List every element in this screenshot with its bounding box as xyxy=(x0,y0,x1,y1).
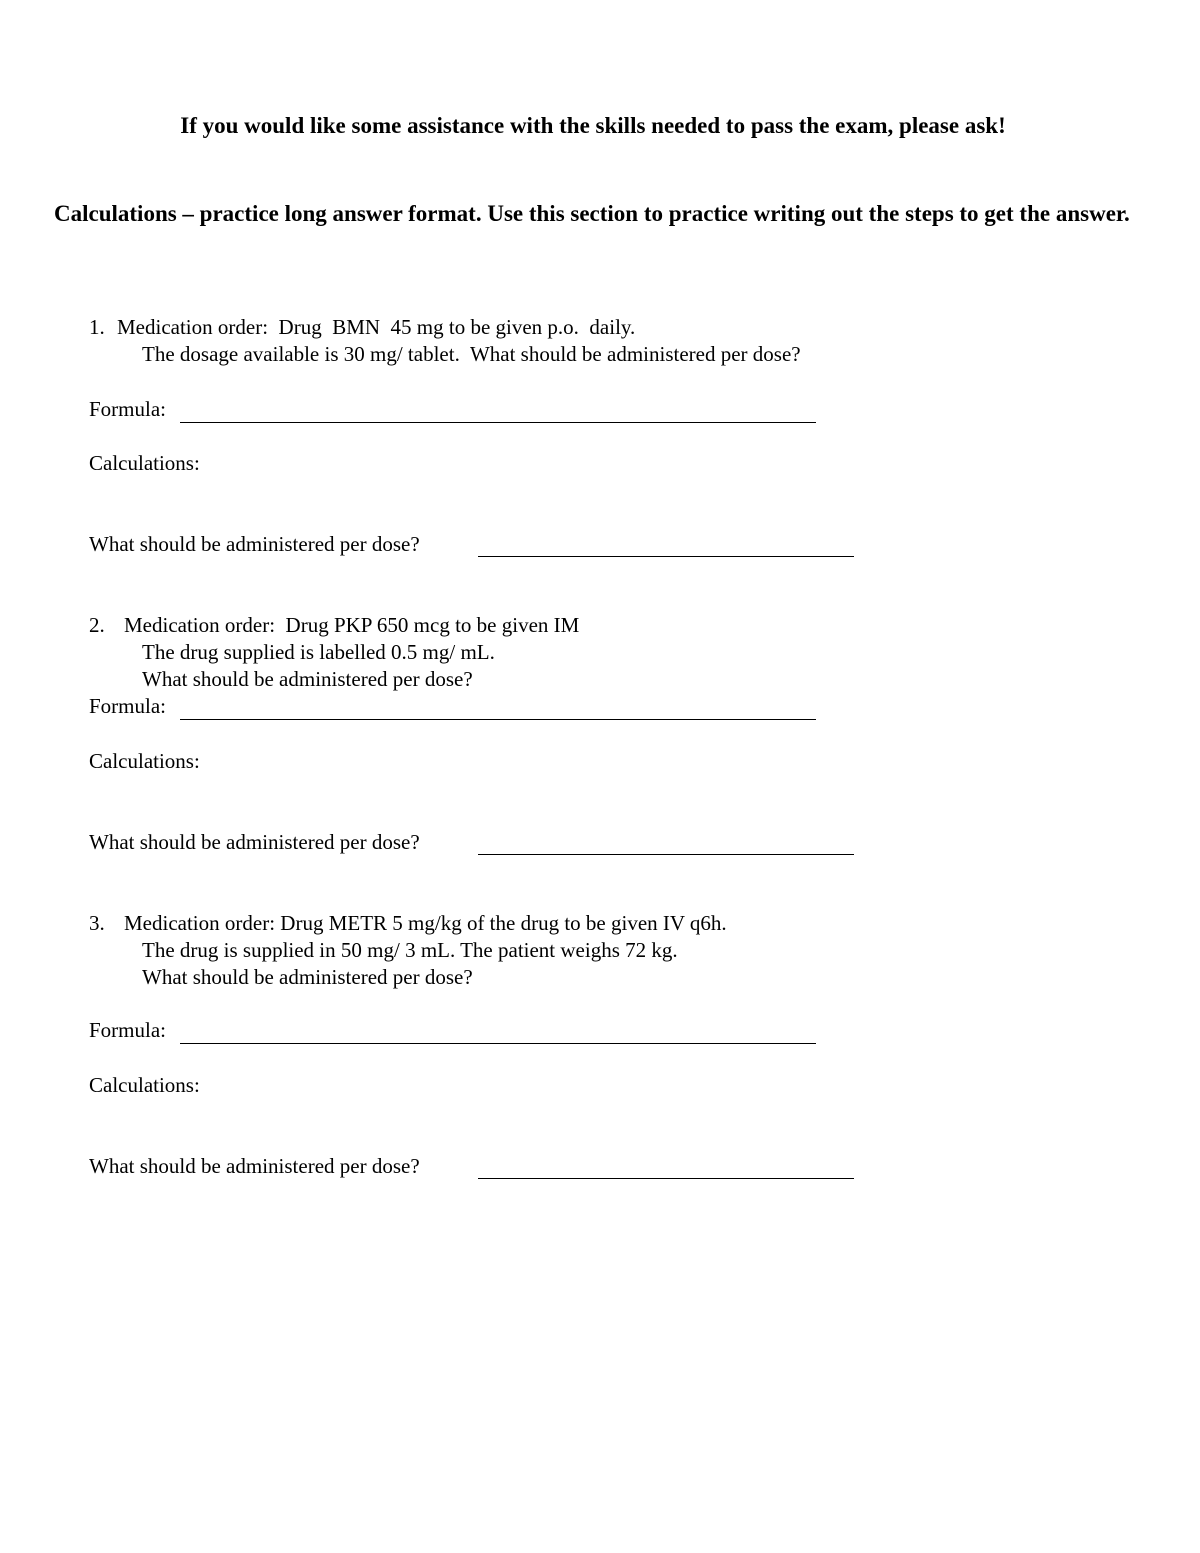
question-2-detail-2: What should be administered per dose? xyxy=(142,667,473,691)
question-3-order: Medication order: Drug METR 5 mg/kg of the drug to be given IV q6h. xyxy=(124,911,727,935)
question-2-answer-line[interactable] xyxy=(478,854,854,855)
question-1-formula-label: Formula: xyxy=(89,397,166,421)
question-1-answer-line[interactable] xyxy=(478,556,854,557)
question-2-detail-1: The drug supplied is labelled 0.5 mg/ mL. xyxy=(142,640,495,664)
question-1-answer-prompt: What should be administered per dose? xyxy=(89,532,420,556)
question-3-detail-1: The drug is supplied in 50 mg/ 3 mL. The patient weighs 72 kg. xyxy=(142,938,678,962)
question-3-number: 3. xyxy=(89,911,105,935)
question-3-formula-line[interactable] xyxy=(180,1043,816,1044)
question-2-formula-label: Formula: xyxy=(89,694,166,718)
question-1-number: 1. xyxy=(89,315,105,339)
question-2-calculations-label: Calculations: xyxy=(89,749,200,773)
question-3-answer-line[interactable] xyxy=(478,1178,854,1179)
question-2-number: 2. xyxy=(89,613,105,637)
question-3-answer-prompt: What should be administered per dose? xyxy=(89,1154,420,1178)
question-2-answer-prompt: What should be administered per dose? xyxy=(89,830,420,854)
assistance-banner: If you would like some assistance with the skills needed to pass the exam, please ask! xyxy=(180,113,1006,138)
question-2-order: Medication order: Drug PKP 650 mcg to be given IM xyxy=(124,613,580,637)
question-3-formula-label: Formula: xyxy=(89,1018,166,1042)
question-1-calculations-label: Calculations: xyxy=(89,451,200,475)
question-1-formula-line[interactable] xyxy=(180,422,816,423)
question-1-order: Medication order: Drug BMN 45 mg to be given p.o. daily. xyxy=(117,315,636,339)
question-1-detail: The dosage available is 30 mg/ tablet. What should be administered per dose? xyxy=(142,342,801,366)
question-3-detail-2: What should be administered per dose? xyxy=(142,965,473,989)
section-heading: Calculations – practice long answer format. Use this section to practice writing out the steps to get the answer. xyxy=(54,201,1130,226)
question-2-formula-line[interactable] xyxy=(180,719,816,720)
question-3-calculations-label: Calculations: xyxy=(89,1073,200,1097)
